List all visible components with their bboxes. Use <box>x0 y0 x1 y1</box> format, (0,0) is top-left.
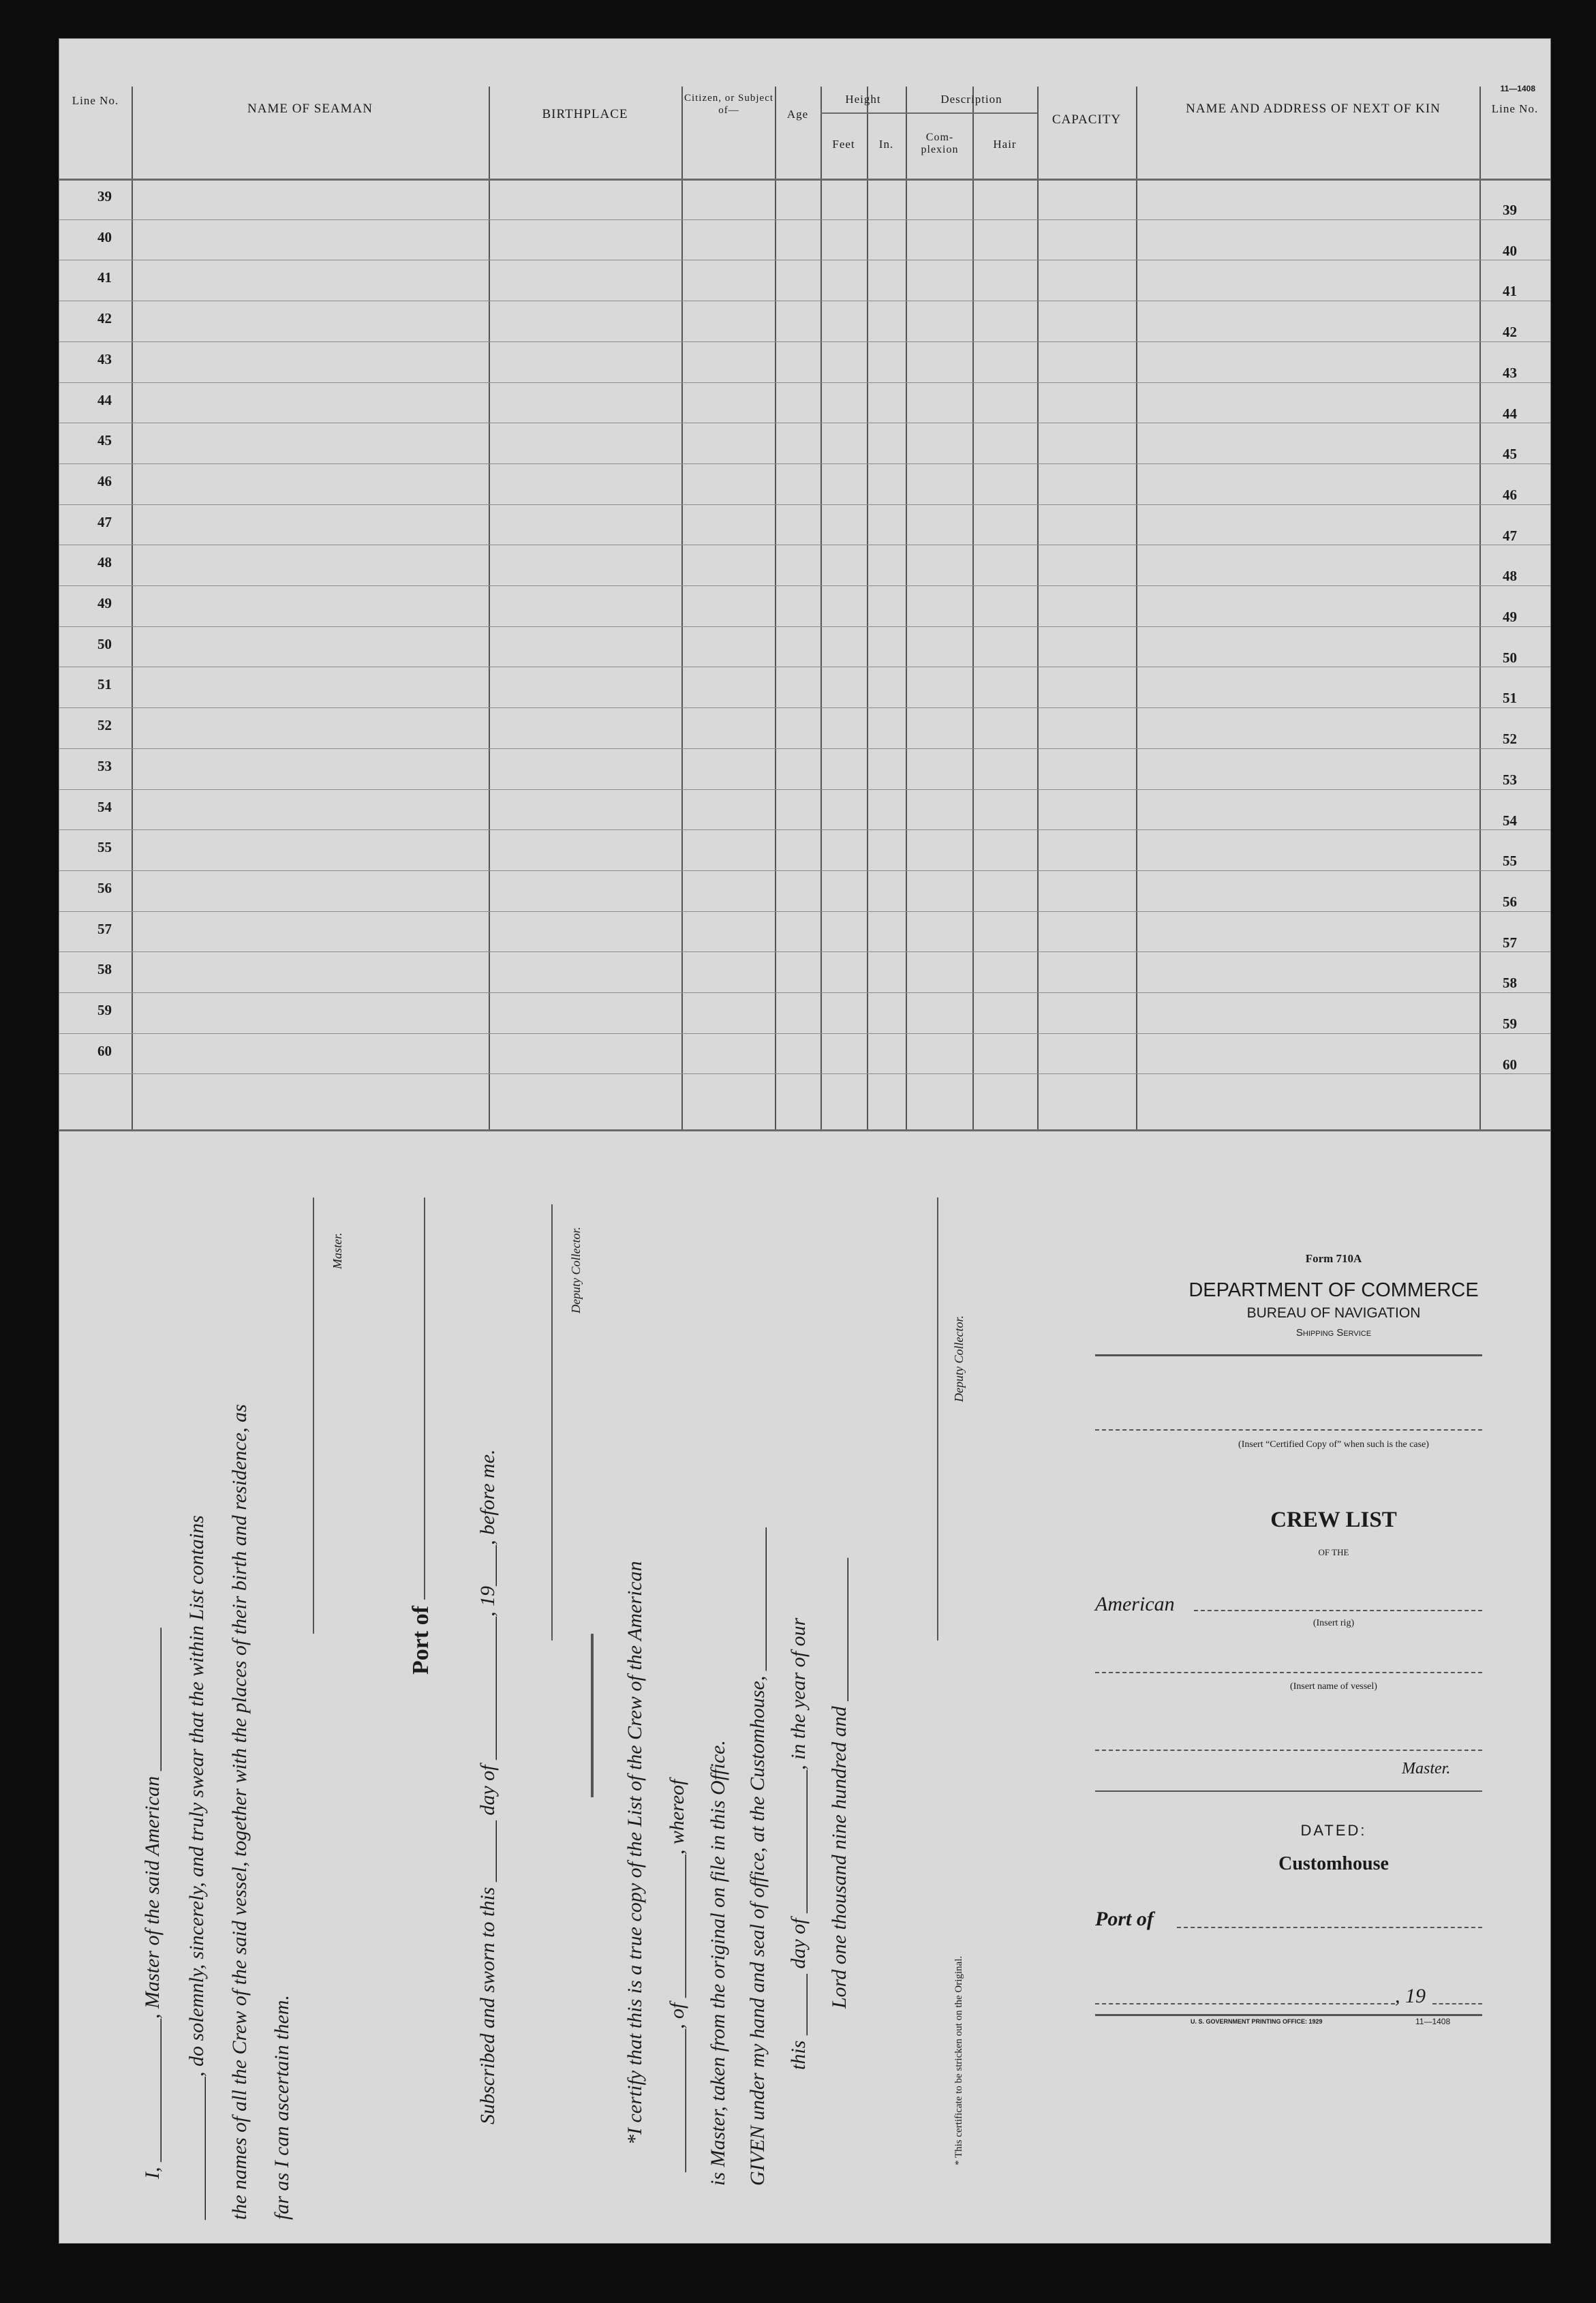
col-divider <box>489 87 490 1129</box>
port-of-cover-label: Port of <box>1095 1908 1154 1930</box>
vessel-line <box>1095 1672 1482 1673</box>
row-number-right: 51 <box>1503 690 1517 707</box>
certify-line-5: this ______ day of ______________, in the year of our <box>787 1617 810 2070</box>
certify-line-4: GIVEN under my hand and seal of office, at the Customhouse, ______________ <box>746 1527 769 2186</box>
row-number-left: 46 <box>97 472 112 489</box>
table-row <box>59 382 1550 383</box>
deputy-signature-line-1 <box>551 1204 553 1641</box>
insert-rig-note: (Insert rig) <box>1313 1618 1355 1628</box>
master-label: Master. <box>1402 1760 1451 1778</box>
oath-line-4: far as I can ascertain them. <box>271 1995 293 2220</box>
cover-rule-1 <box>1095 1354 1482 1356</box>
header-height: Height <box>845 93 881 106</box>
row-number-left: 50 <box>97 635 112 652</box>
row-number-left: 52 <box>97 717 112 734</box>
col-divider <box>1037 87 1039 1129</box>
cover-rule-3 <box>1095 2014 1482 2016</box>
table-row <box>59 463 1550 464</box>
row-number-left: 53 <box>97 757 112 774</box>
insert-vessel-note: (Insert name of vessel) <box>1290 1681 1377 1692</box>
row-number-right: 60 <box>1503 1056 1517 1073</box>
row-number-left: 42 <box>97 310 112 327</box>
row-number-left: 39 <box>97 188 112 204</box>
date-line <box>1095 2003 1395 2004</box>
header-line-no-right: Line No. <box>1491 102 1539 115</box>
header-description: Description <box>940 93 1002 106</box>
table-row <box>59 951 1550 952</box>
header-capacity: CAPACITY <box>1052 112 1122 127</box>
row-number-right: 56 <box>1503 893 1517 910</box>
row-number-right: 57 <box>1503 934 1517 951</box>
master-line <box>1095 1750 1482 1751</box>
row-number-left: 58 <box>97 961 112 978</box>
table-row <box>59 1033 1550 1034</box>
row-number-right: 42 <box>1503 324 1517 341</box>
header-line-no: Line No. <box>72 94 119 107</box>
row-number-right: 53 <box>1503 771 1517 788</box>
table-row <box>59 219 1550 220</box>
row-number-left: 57 <box>97 920 112 937</box>
oath-line-1: I, ______________, Master of the said American ______________ <box>141 1628 164 2179</box>
col-divider <box>972 87 974 1129</box>
col-divider <box>775 87 776 1129</box>
table-row <box>59 870 1550 871</box>
port-of-line <box>424 1198 425 1600</box>
deputy-collector-label-1: Deputy Collector. <box>569 1227 583 1313</box>
port-line <box>1177 1927 1482 1928</box>
table-row <box>59 911 1550 912</box>
table-row <box>59 789 1550 790</box>
master-signature-line <box>313 1198 314 1634</box>
header-age: Age <box>786 108 809 121</box>
insert-certified-note: (Insert “Certified Copy of” when such is the case) <box>1238 1439 1429 1450</box>
row-number-right: 50 <box>1503 649 1517 666</box>
row-number-right: 43 <box>1503 364 1517 381</box>
oath-line-2: ______________, do solemnly, sincerely, and truly swear that the within List contains <box>185 1515 208 2220</box>
header-rule <box>59 179 1550 181</box>
table-row <box>59 1073 1550 1074</box>
col-divider <box>132 87 133 1129</box>
table-row <box>59 626 1550 627</box>
row-number-left: 43 <box>97 350 112 367</box>
header-next-of-kin: NAME AND ADDRESS OF NEXT OF KIN <box>1186 102 1441 116</box>
row-number-left: 41 <box>97 269 112 286</box>
header-hair: Hair <box>993 138 1017 151</box>
oath-line-3: the names of all the Crew of the said vessel, together with the places of their birth and residence, as <box>228 1404 251 2220</box>
col-divider <box>1479 87 1481 1129</box>
row-number-left: 44 <box>97 391 112 408</box>
table-row <box>59 504 1550 505</box>
row-number-left: 56 <box>97 879 112 896</box>
shipping-service: Shipping Service <box>1295 1327 1372 1339</box>
row-number-right: 44 <box>1503 405 1517 422</box>
master-signature-label: Master. <box>331 1232 344 1269</box>
american-label: American <box>1095 1593 1175 1615</box>
row-number-right: 48 <box>1503 568 1517 585</box>
customhouse-label: Customhouse <box>1278 1853 1389 1874</box>
row-number-left: 60 <box>97 1042 112 1059</box>
certify-line-6: Lord one thousand nine hundred and ______________ <box>828 1557 850 2009</box>
department-title: DEPARTMENT OF COMMERCE <box>1188 1279 1479 1301</box>
printer-line: U. S. GOVERNMENT PRINTING OFFICE: 1929 <box>1191 2018 1323 2025</box>
header-inches: In. <box>878 138 894 151</box>
row-number-left: 47 <box>97 513 112 530</box>
col-divider <box>820 87 822 1129</box>
row-number-right: 59 <box>1503 1016 1517 1032</box>
row-number-right: 54 <box>1503 812 1517 829</box>
bureau-title: BUREAU OF NAVIGATION <box>1246 1305 1421 1321</box>
row-number-right: 58 <box>1503 975 1517 992</box>
col-divider <box>681 87 683 1129</box>
row-number-right: 40 <box>1503 242 1517 259</box>
row-number-left: 55 <box>97 839 112 856</box>
row-number-right: 46 <box>1503 486 1517 503</box>
table-row <box>59 707 1550 708</box>
table-row <box>59 341 1550 342</box>
row-number-left: 51 <box>97 676 112 693</box>
header-citizen: Citizen, or Subject of— <box>684 93 774 116</box>
certified-copy-line <box>1095 1429 1482 1431</box>
table-row <box>59 992 1550 993</box>
deputy-signature-line-2 <box>937 1198 938 1641</box>
table-row <box>59 829 1550 830</box>
certify-line-3: is Master, taken from the original on file in this Office. <box>707 1740 729 2186</box>
row-number-right: 49 <box>1503 609 1517 625</box>
year-line <box>1432 2003 1482 2004</box>
header-complexion: Com- plexion <box>921 132 959 155</box>
row-number-left: 48 <box>97 554 112 571</box>
form-number-bottom: 11—1408 <box>1415 2017 1451 2026</box>
crew-table <box>59 87 1550 1129</box>
form-710a: Form 710A <box>1305 1252 1362 1265</box>
row-number-left: 59 <box>97 1002 112 1018</box>
form-number-top: 11—1408 <box>1500 84 1535 93</box>
table-bottom-rule <box>59 1129 1550 1131</box>
subscribed-text: Subscribed and sworn to this ______ day of ______________, 19____, before me. <box>476 1449 499 2124</box>
separator-rule <box>591 1634 594 1797</box>
rig-line <box>1194 1610 1482 1611</box>
header-name-of-seaman: NAME OF SEAMAN <box>247 102 373 116</box>
year-label: , 19 <box>1395 1985 1426 2007</box>
header-feet: Feet <box>832 138 855 151</box>
crew-list-title: CREW LIST <box>1270 1508 1397 1532</box>
row-number-right: 39 <box>1503 202 1517 218</box>
col-divider <box>867 87 868 1129</box>
row-number-right: 41 <box>1503 283 1517 300</box>
table-row <box>59 748 1550 749</box>
row-number-right: 52 <box>1503 731 1517 748</box>
header-birthplace: BIRTHPLACE <box>542 107 628 121</box>
row-number-left: 40 <box>97 228 112 245</box>
form-page <box>59 38 1551 2244</box>
row-number-right: 47 <box>1503 527 1517 544</box>
deputy-collector-label-2: Deputy Collector. <box>952 1315 966 1402</box>
certify-line-1: *I certify that this is a true copy of the List of the Crew of the American <box>624 1561 646 2145</box>
row-number-left: 54 <box>97 798 112 815</box>
certificate-footnote: * This certificate to be stricken out on the Original. <box>953 1955 964 2165</box>
row-number-right: 45 <box>1503 446 1517 463</box>
certify-line-2: ______________, of ______________, whereof <box>666 1779 688 2172</box>
table-row <box>59 585 1550 586</box>
subheader-rule <box>820 112 1037 114</box>
col-divider <box>1136 87 1137 1129</box>
row-number-right: 55 <box>1503 853 1517 870</box>
row-number-left: 45 <box>97 432 112 449</box>
port-of-label: Port of <box>408 1605 433 1675</box>
cover-rule-2 <box>1095 1790 1482 1792</box>
cover-panel <box>1095 1252 1572 2145</box>
dated-label: DATED: <box>1300 1822 1367 1839</box>
of-the-label: OF THE <box>1318 1547 1349 1557</box>
row-number-left: 49 <box>97 595 112 611</box>
col-divider <box>906 87 907 1129</box>
